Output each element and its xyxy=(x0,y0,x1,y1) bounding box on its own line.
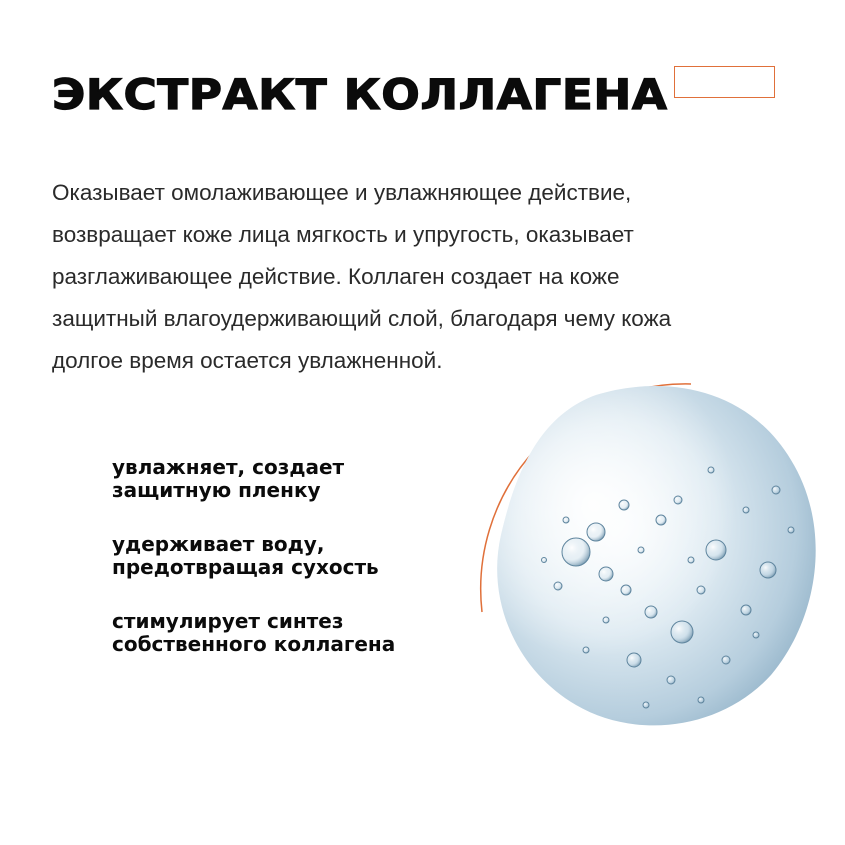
benefit-item-moisturizes xyxy=(112,456,452,502)
benefit-line: предотвращая сухость xyxy=(112,555,379,579)
benefit-line: удерживает воду, xyxy=(112,532,325,556)
benefit-item-stimulates-synthesis xyxy=(112,610,452,656)
accent-outline-rectangle xyxy=(674,66,775,98)
collagen-gel-illustration xyxy=(446,360,836,760)
description-line: защитный влагоудерживающий слой, благодаря чему кожа xyxy=(52,306,672,331)
description-line: возвращает коже лица мягкость и упругость, оказывает xyxy=(52,222,634,247)
description-line: Оказывает омолаживающее и увлажняющее действие, xyxy=(52,180,632,205)
description-line: долгое время остается увлажненной. xyxy=(52,348,443,373)
benefit-line: защитную пленку xyxy=(112,478,321,502)
benefit-line: увлажняет, создает xyxy=(112,455,345,479)
benefits-list xyxy=(112,456,452,687)
benefit-item-retains-water xyxy=(112,533,452,579)
description-paragraph xyxy=(52,172,832,382)
benefit-line: стимулирует синтез xyxy=(112,609,344,633)
benefit-line: собственного коллагена xyxy=(112,632,396,656)
page-title: ЭКСТРАКТ КОЛЛАГЕНА xyxy=(52,70,668,119)
description-line: разглаживающее действие. Коллаген создает на коже xyxy=(52,264,620,289)
gel-drop-svg xyxy=(446,360,836,760)
